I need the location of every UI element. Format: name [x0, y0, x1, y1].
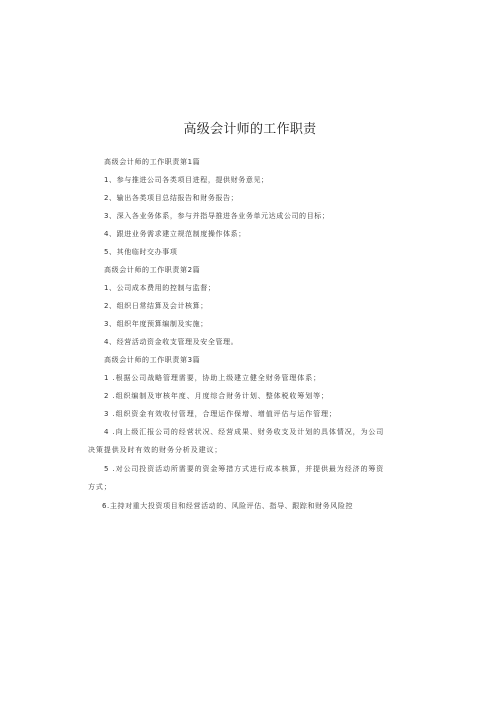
document-body	[88, 153, 416, 515]
list-item: 1、公司成本费用的控制与监督；	[104, 284, 216, 292]
section-heading: 高级会计师的工作职责第1篇	[104, 158, 201, 166]
paragraph-first-line: 4 .向上级汇报公司的经营状况、经营成果、财务收支及计划的具体情况，为公司	[104, 428, 385, 436]
list-item: 5、其他临时交办事项	[104, 248, 178, 256]
document-title: 高级会计师的工作职责	[183, 122, 317, 137]
wrapped-paragraph	[88, 423, 416, 459]
list-item: 3、组织年度预算编制及实施；	[104, 320, 208, 328]
paragraph-continuation: 决策提供及时有效的财务分析及建议；	[88, 446, 223, 454]
wrapped-paragraph	[88, 460, 416, 496]
list-item: 2、输出各类项目总结报告和财务报告；	[104, 194, 239, 202]
section-heading: 高级会计师的工作职责第2篇	[104, 266, 201, 274]
paragraph-continuation: 方式；	[88, 483, 112, 491]
list-item: 2、组织日常结算及会计核算；	[104, 302, 208, 310]
section-heading: 高级会计师的工作职责第3篇	[104, 356, 201, 364]
list-item: 4、经营活动资金收支管理及安全管理。	[104, 338, 239, 346]
paragraph-first-line: 5 .对公司投资活动所需要的资金筹措方式进行成本核算，并提供最为经济的筹资	[104, 465, 385, 473]
list-item: 4、跟进业务需求建立规范制度操作体系；	[104, 230, 246, 238]
list-item: 6.主持对重大投资项目和经营活动的、风险评估、指导、跟踪和财务风险控	[102, 502, 354, 510]
list-item: 2 .组织编制及审核年度、月度综合财务计划、整体税收筹划等；	[104, 392, 329, 400]
list-item: 1、参与推进公司各类项目进程，提供财务意见；	[104, 176, 269, 184]
list-item: 1 .根据公司战略管理需要，协助上级建立健全财务管理体系；	[104, 374, 322, 382]
list-item: 3、深入各业务体系，参与并指导推进各业务单元达成公司的目标；	[104, 212, 330, 220]
list-item: 3 .组织资金有效收付管理，合理运作保增、增值评估与运作管理；	[104, 410, 337, 418]
